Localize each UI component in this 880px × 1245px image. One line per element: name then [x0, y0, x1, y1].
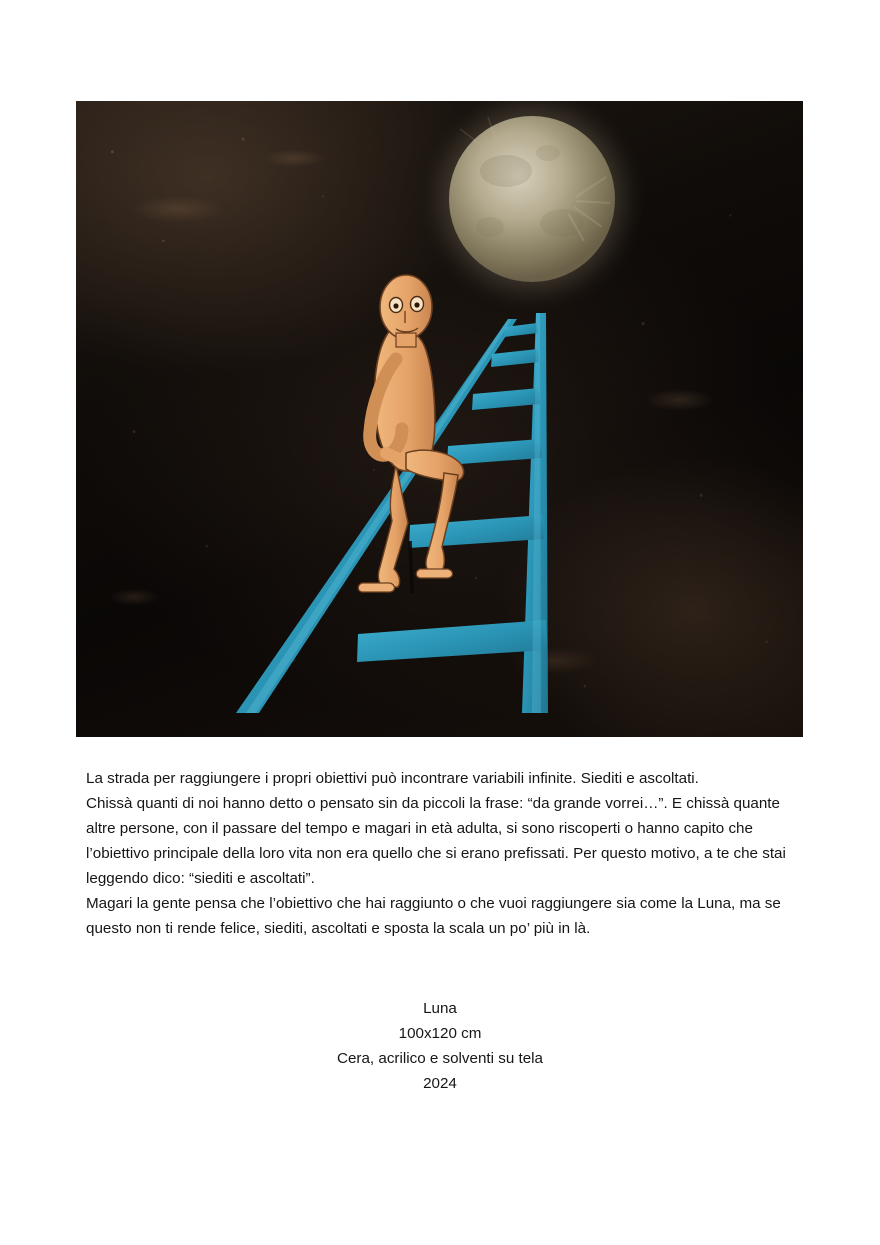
artwork-plaque	[0, 996, 880, 1096]
artwork-description	[86, 766, 804, 941]
plaque-title: Luna	[423, 1000, 457, 1017]
shadow-mark	[410, 541, 412, 593]
moon	[449, 116, 615, 282]
plaque-dimensions: 100x120 cm	[398, 1025, 482, 1042]
plaque-year: 2024	[423, 1075, 457, 1092]
description-paragraph-1: La strada per raggiungere i propri obiettivi può incontrare variabili infinite. Siediti e ascoltati.	[86, 770, 699, 787]
luna-painting	[76, 101, 803, 737]
painting-illustration	[76, 101, 803, 737]
description-paragraph-3: Magari la gente pensa che l’obiettivo che hai raggiunto o che vuoi raggiungere sia come la Luna, ma se questo non ti rende felice, siediti, ascoltati e sposta la scala un po’ più in là.	[86, 895, 781, 937]
artwork-figure	[76, 101, 803, 737]
description-paragraph-2: Chissà quanti di noi hanno detto o pensato sin da piccoli la frase: “da grande vorrei…”. E chissà quante altre persone, con il passare del tempo e magari in età adulta, si sono riscoperti o hanno capito che l’obiettivo principale della loro vita non era quello che si erano prefissati. Per questo motivo, a te che stai leggendo dico: “siediti e ascoltati”.	[86, 795, 786, 887]
plaque-technique: Cera, acrilico e solventi su tela	[337, 1050, 543, 1067]
